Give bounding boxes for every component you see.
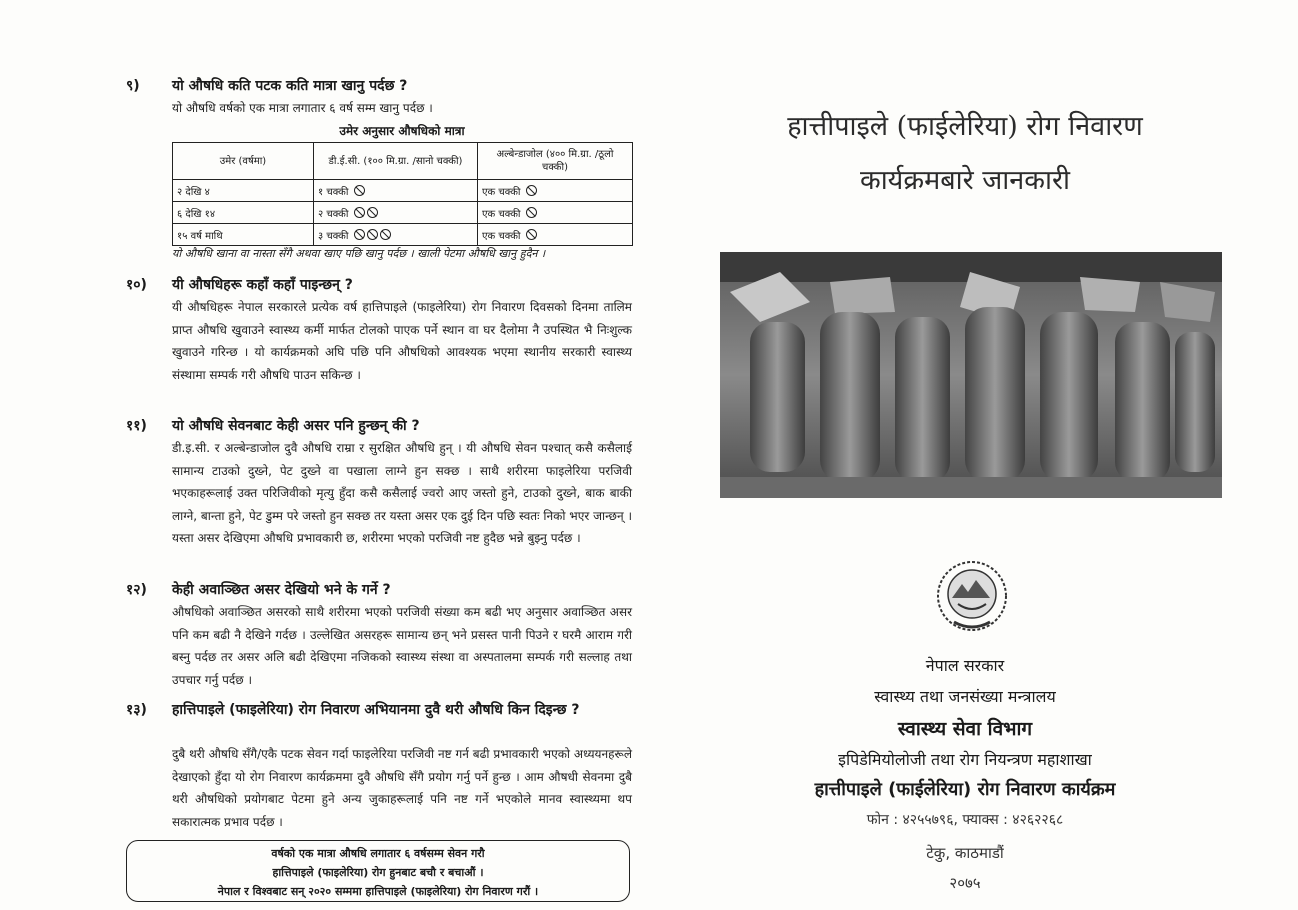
tablet-icon xyxy=(367,207,378,218)
dec-cell: २ चक्की xyxy=(314,202,478,224)
slogan-line: नेपाल र विश्वबाट सन् २०२० सम्ममा हात्तिपाइले (फाइलेरिया) रोग निवारण गरौं । xyxy=(217,885,539,898)
question-body: औषधिको अवाञ्छित असरको साथै शरीरमा भएको परजिवी संख्या कम बढी भए अनुसार अवाञ्छित असर पनि कम बढी नै देखिने गर्दछ । उल्लेखित असरहरू सामान्य छन् भने प्रसस्त पानी पिउने र घरमै आराम गरी बस्नु पर्दछ तर असर अलि बढी देखिएमा नजिकको स्वास्थ्य संस्था वा अस्पतालमा सम्पर्क गरी सल्लाह तथा उपचार गर्नु पर्दछ । xyxy=(172,605,632,687)
nepal-emblem-icon xyxy=(934,558,1010,634)
cover-photo xyxy=(720,252,1222,498)
ministry-name: स्वास्थ्य तथा जनसंख्या मन्त्रालय xyxy=(874,687,1056,706)
table-header-row xyxy=(173,143,633,180)
header-age: उमेर (वर्षमा) xyxy=(173,143,314,180)
question-body: डी.इ.सी. र अल्बेन्डाजोल दुवै औषधि राम्रा र सुरक्षित औषधि हुन् । यी औषधि सेवन पश्चात् कसै कसैलाई सामान्य टाउको दुख्ने, पेट दुख्ने वा पखाला लाग्ने हुन सक्छ । साथै शरीरमा फाइलेरिया परजिवी भएकाहरूलाई उक्त परिजिवीको मृत्यु हुँदा कसै कसैलाई ज्वरो आए जस्तो हुने, टाउको दुख्ने, बाक बाकी लाग्ने, बान्ता हुने, पेट डुम्म परे जस्तो हुन सक्छ तर यस्ता असर एक दुई दिन पछि स्वतः निको भएर जान्छन् । यस्ता असर देखिएमा औषधि प्रभावकारी छ, शरीरमा भएको परजिवी नष्ट हुदैछ भन्ने बुझ्नु पर्दछ । xyxy=(172,441,632,546)
question-number: १३) xyxy=(126,702,147,718)
tablet-icon xyxy=(380,229,391,240)
table-row xyxy=(173,202,633,224)
table-row xyxy=(173,224,633,246)
slogan-line: वर्षको एक मात्रा औषधि लगातार ६ वर्षसम्म सेवन गरौ xyxy=(271,847,485,860)
cover-title-line1: हात्तीपाइले (फाईलेरिया) रोग निवारण xyxy=(787,111,1143,142)
program-name: हात्तीपाइले (फाईलेरिया) रोग निवारण कार्यक्रम xyxy=(814,779,1116,800)
table-note: यो औषधि खाना वा नास्ता सँगै अथवा खाए पछि खानु पर्दछ । खाली पेटमा औषधि खानु हुदैन । xyxy=(172,247,546,260)
tablet-icon xyxy=(354,185,365,196)
department-name: स्वास्थ्य सेवा विभाग xyxy=(897,718,1033,740)
question-heading: यो औषधि सेवनबाट केही असर पनि हुन्छन् की ? xyxy=(172,418,420,434)
question-number: १०) xyxy=(126,277,147,293)
question-number: ९) xyxy=(126,78,140,94)
question-number: ११) xyxy=(126,418,147,434)
age-cell: ६ देखि १४ xyxy=(173,202,314,224)
question-body: यो औषधि वर्षको एक मात्रा लगातार ६ वर्ष सम्म खानु पर्दछ । xyxy=(172,101,433,115)
dosage-table xyxy=(172,142,633,246)
question-body: यी औषधिहरू नेपाल सरकारले प्रत्येक वर्ष हात्तिपाइले (फाइलेरिया) रोग निवारण दिवसको दिनमा तालिम प्राप्त औषधि खुवाउने स्वास्थ्य कर्मी मार्फत टोलको पाएक पर्ने स्थान वा घर दैलोमा नै उपस्थित भै निःशुल्क खुवाउने गरिन्छ । यो कार्यक्रमको अघि पछि पनि औषधिको आवश्यक भएमा स्थानीय सरकारी स्वास्थ्य संस्थामा सम्पर्क गरी औषधि पाउन सकिन्छ । xyxy=(172,300,632,382)
dec-cell: १ चक्की xyxy=(314,180,478,202)
alb-cell: एक चक्की xyxy=(478,224,633,246)
alb-cell: एक चक्की xyxy=(478,180,633,202)
tablet-icon xyxy=(526,207,537,218)
right-page xyxy=(690,0,1298,910)
cover-title-line2: कार्यक्रमबारे जानकारी xyxy=(859,165,1071,196)
dec-cell: ३ चक्की xyxy=(314,224,478,246)
question-heading: केही अवाञ्छित असर देखियो भने के गर्ने ? xyxy=(172,582,391,598)
gov-name: नेपाल सरकार xyxy=(925,656,1005,675)
question-body: दुबै थरी औषधि सँगै/एकै पटक सेवन गर्दा फाइलेरिया परजिवी नष्ट गर्न बढी प्रभावकारी भएको अध्ययनहरूले देखाएको हुँदा यो रोग निवारण कार्यक्रममा दुवै औषधि सँगै प्रयोग गर्नु पर्ने हुन्छ । आम औषधी सेवनमा दुबै थरी औषधिको प्रयोगबाट पेटमा हुने अन्य जुकाहरूलाई पनि नष्ट गर्ने भएकोले मानव स्वास्थ्यमा थप सकारात्मक प्रभाव पर्दछ । xyxy=(172,747,632,829)
question-heading: यो औषधि कति पटक कति मात्रा खानु पर्दछ ? xyxy=(172,78,408,94)
alb-cell: एक चक्की xyxy=(478,202,633,224)
header-albendazole: अल्बेन्डाजोल (४०० मि.ग्रा. /ठूलो चक्की) xyxy=(478,143,633,180)
tablet-icon xyxy=(526,229,537,240)
tablet-icon xyxy=(354,229,365,240)
question-number: १२) xyxy=(126,582,147,598)
slogan-box xyxy=(126,840,630,902)
year: २०७५ xyxy=(949,874,981,892)
question-heading: यी औषधिहरू कहाँ कहाँ पाइन्छन् ? xyxy=(172,277,353,293)
age-cell: १५ वर्ष माथि xyxy=(173,224,314,246)
table-row xyxy=(173,180,633,202)
tablet-icon xyxy=(367,229,378,240)
age-cell: २ देखि ४ xyxy=(173,180,314,202)
tablet-icon xyxy=(354,207,365,218)
slogan-line: हात्तिपाइले (फाइलेरिया) रोग हुनबाट बचौ र बचाऔं । xyxy=(272,866,484,879)
division-name: इपिडेमियोलोजी तथा रोग नियन्त्रण महाशाखा xyxy=(838,750,1092,769)
question-heading: हात्तिपाइले (फाइलेरिया) रोग निवारण अभियानमा दुवै थरी औषधि किन दिइन्छ ? xyxy=(172,702,580,718)
contact-info: फोन : ४२५५७९६, फ्याक्स : ४२६२२६८ xyxy=(866,812,1064,828)
tablet-icon xyxy=(526,185,537,196)
address: टेकु, काठमाडौं xyxy=(926,844,1004,862)
table-caption: उमेर अनुसार औषधिको मात्रा xyxy=(339,124,465,138)
header-dec: डी.ई.सी. (१०० मि.ग्रा. /सानो चक्की) xyxy=(314,143,478,180)
